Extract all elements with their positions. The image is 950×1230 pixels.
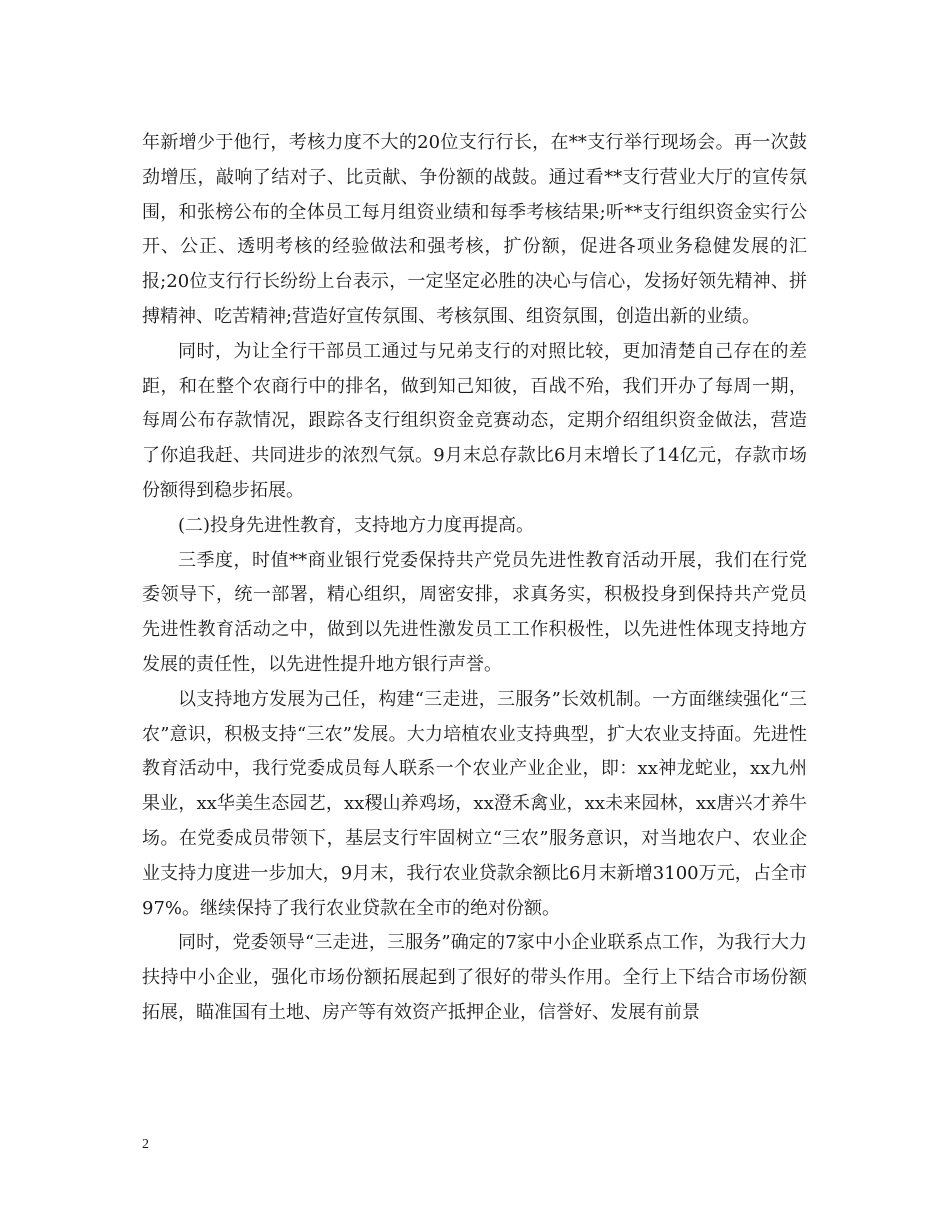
- paragraph-3: 三季度，时值**商业银行党委保持共产党员先进性教育活动开展，我们在行党委领导下，统一部署，精心组织，周密安排，求真务实，积极投身到保持共产党员先进性教育活动之中，做到以先进性激发员工工作积极性，以先进性体现支持地方发展的责任性，以先进性提升地方银行声誉。: [142, 549, 807, 675]
- paragraph-2: 同时，为让全行干部员工通过与兄弟支行的对照比较，更加清楚自己存在的差距，和在整个农商行中的排名，做到知己知彼，百战不殆，我们开办了每周一期，每周公布存款情况，跟踪各支行组织资金竞赛动态，定期介绍组织资金做法，营造了你追我赶、共同进步的浓烈气氛。9月末总存款比6月末增长了14亿元，存款市场份额得到稳步拓展。: [142, 340, 807, 501]
- page-number: 2: [142, 1137, 149, 1152]
- paragraph-5: 同时，党委领导“三走进，三服务”确定的7家中小企业联系点工作，为我行大力扶持中小企业，强化市场份额拓展起到了很好的带头作用。全行上下结合市场份额拓展，瞄准国有土地、房产等有效资产抵押企业，信誉好、发展有前景: [142, 932, 807, 1023]
- body-text: [142, 126, 807, 1031]
- section-heading: (二)投身先进性教育，支持地方力度再提高。: [178, 514, 535, 536]
- paragraph-1: 年新增少于他行，考核力度不大的20位支行行长，在**支行举行现场会。再一次鼓劲增压，敲响了结对子、比贡献、争份额的战鼓。通过看**支行营业大厅的宣传氛围，和张榜公布的全体员工每月组资业绩和每季考核结果;听**支行组织资金实行公开、公正、透明考核的经验做法和强考核，扩份额，促进各项业务稳健发展的汇报;20位支行行长纷纷上台表示，一定坚定必胜的决心与信心，发扬好领先精神、拼搏精神、吃苦精神;营造好宣传氛围、考核氛围、组资氛围，创造出新的业绩。: [142, 132, 807, 327]
- paragraph-4: 以支持地方发展为己任，构建“三走进，三服务”长效机制。一方面继续强化“三农”意识，积极支持“三农”发展。大力培植农业支持典型，扩大农业支持面。先进性教育活动中，我行党委成员每人联系一个农业产业企业，即：xx神龙蛇业，xx九州果业，xx华美生态园艺，xx稷山养鸡场，xx澄禾禽业，xx未来园林，xx唐兴才养牛场。在党委成员带领下，基层支行牢固树立“三农”服务意识，对当地农户、农业企业支持力度进一步加大，9月末，我行农业贷款余额比6月末新增3100万元，占全市97%。继续保持了我行农业贷款在全市的绝对份额。: [142, 688, 807, 919]
